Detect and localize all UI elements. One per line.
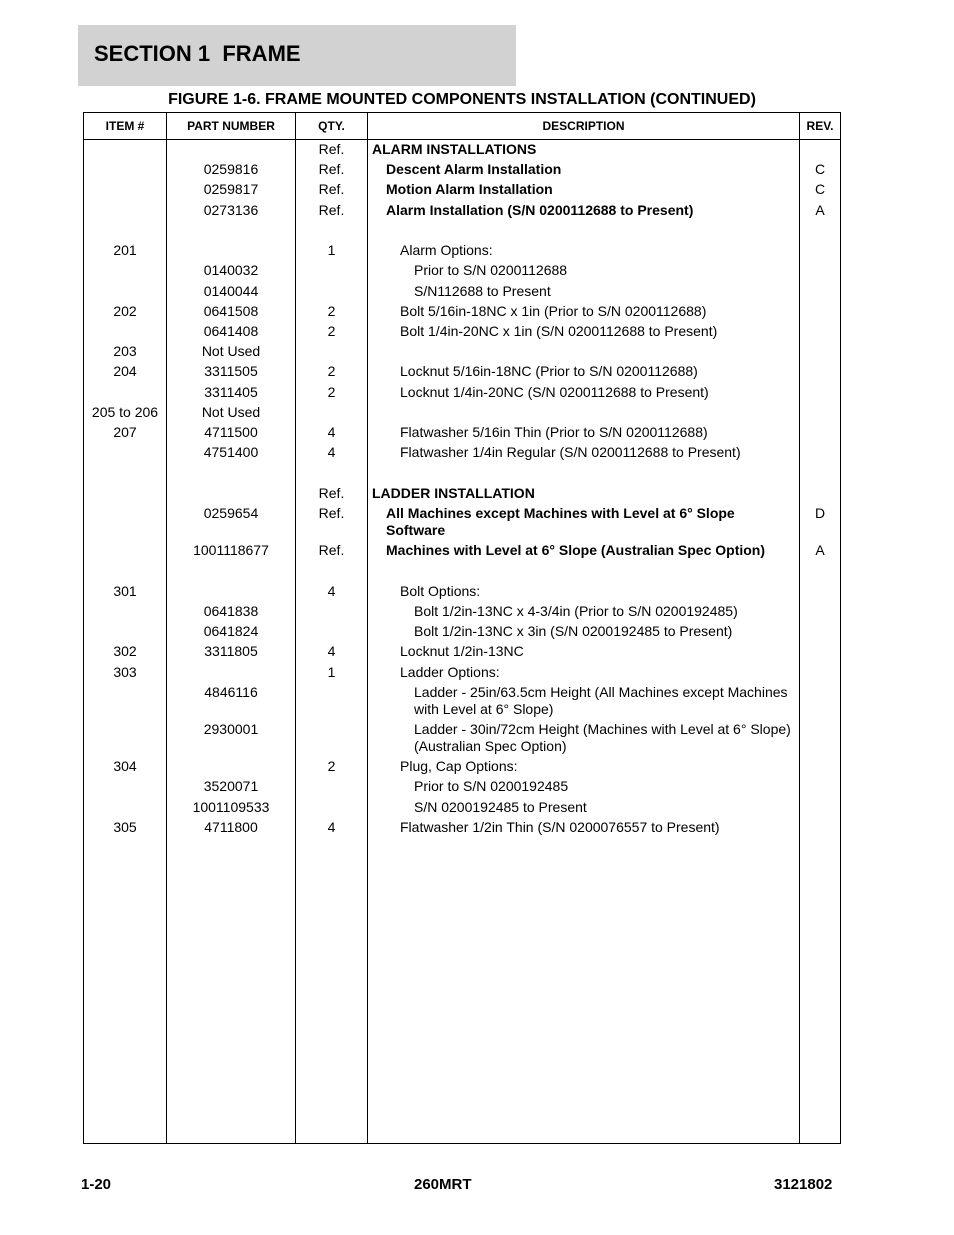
section-title: SECTION 1 FRAME [94, 41, 301, 66]
header-rev: REV. [806, 119, 834, 133]
part-number-cell: 0641824 [203, 623, 259, 640]
quantity-cell: 2 [327, 383, 336, 400]
document-number: 3121802 [774, 1176, 833, 1193]
description-cell: All Machines except Machines with Level at 6° Slope Software [386, 505, 735, 538]
part-number-cell: 4711800 [204, 818, 258, 835]
quantity-cell: Ref. [318, 161, 345, 178]
quantity-cell: 1 [327, 242, 336, 259]
model-name: 260MRT [414, 1176, 472, 1193]
part-number-cell: 0641408 [203, 323, 259, 339]
description-cell: Alarm Options: [400, 242, 493, 259]
item-number-cell: 305 [113, 818, 137, 835]
parts-table [83, 112, 841, 1144]
revision-cell: A [815, 542, 825, 559]
quantity-cell: Ref. [318, 542, 345, 559]
quantity-cell: Ref. [318, 141, 345, 157]
quantity-cell: 2 [327, 758, 336, 775]
quantity-cell: Ref. [318, 484, 345, 501]
part-number-cell: 1001109533 [192, 798, 270, 815]
part-number-cell: Not Used [201, 343, 261, 360]
description-cell: Locknut 5/16in-18NC (Prior to S/N 0200112688) [400, 363, 698, 380]
quantity-cell: 4 [327, 643, 336, 660]
header-divider [84, 139, 840, 140]
item-number-cell: 203 [113, 343, 137, 360]
description-cell: S/N112688 to Present [414, 282, 551, 299]
header-qty: QTY. [318, 119, 345, 133]
item-number-cell: 304 [113, 758, 137, 775]
quantity-cell: 4 [327, 424, 336, 440]
part-number-cell: 0273136 [203, 201, 259, 218]
column-divider [367, 113, 368, 1143]
column-divider [295, 113, 296, 1143]
part-number-cell: 0641838 [203, 603, 259, 619]
part-number-cell: 3311505 [204, 363, 258, 380]
description-cell: Alarm Installation (S/N 0200112688 to Present) [386, 201, 694, 218]
item-number-cell: 201 [113, 242, 137, 259]
revision-cell: C [814, 161, 826, 178]
description-cell: S/N 0200192485 to Present [414, 798, 587, 815]
description-cell: Bolt 1/4in-20NC x 1in (S/N 0200112688 to Present) [400, 323, 718, 339]
quantity-cell: 2 [327, 363, 336, 380]
description-cell: Ladder Options: [400, 663, 500, 680]
description-cell: Plug, Cap Options: [400, 758, 518, 775]
part-number-cell: 3311405 [204, 383, 258, 400]
part-number-cell: 4751400 [203, 444, 259, 461]
item-number-cell: 202 [113, 302, 137, 319]
revision-cell: C [814, 181, 826, 198]
quantity-cell: 1 [327, 663, 336, 680]
figure-title: FIGURE 1-6. FRAME MOUNTED COMPONENTS INSTALLATION (CONTINUED) [168, 91, 756, 108]
part-number-cell: 2930001 [203, 721, 259, 737]
item-number-cell: 204 [113, 363, 137, 380]
description-cell: Bolt Options: [400, 582, 481, 599]
page-number: 1-20 [81, 1176, 112, 1193]
part-number-cell: 0259654 [203, 505, 259, 521]
item-number-cell: 303 [113, 663, 137, 680]
part-number-cell: 4711500 [204, 424, 258, 440]
quantity-cell: Ref. [318, 181, 345, 198]
part-number-cell: 0140032 [203, 262, 259, 279]
quantity-cell: Ref. [318, 505, 345, 521]
revision-cell: A [815, 201, 825, 218]
description-cell: Bolt 5/16in-18NC x 1in (Prior to S/N 0200112688) [400, 302, 707, 319]
part-number-cell: 3311805 [204, 643, 258, 660]
description-cell: LADDER INSTALLATION [372, 484, 535, 501]
header-item: ITEM # [105, 119, 145, 133]
revision-cell: D [814, 505, 826, 521]
quantity-cell: 2 [327, 323, 336, 339]
description-cell: Locknut 1/2in-13NC [400, 643, 524, 660]
quantity-cell: Ref. [318, 201, 345, 218]
part-number-cell: 0259817 [203, 181, 259, 198]
quantity-cell: 4 [327, 444, 336, 461]
description-cell: Descent Alarm Installation [386, 161, 562, 178]
item-number-cell: 302 [113, 643, 137, 660]
description-cell: Flatwasher 1/2in Thin (S/N 0200076557 to Present) [400, 818, 720, 835]
item-number-cell: 205 to 206 [91, 403, 159, 420]
quantity-cell: 2 [327, 302, 336, 319]
section-banner [78, 25, 516, 86]
part-number-cell: 3520071 [203, 778, 259, 795]
part-number-cell: 4846116 [204, 683, 258, 700]
quantity-cell: 4 [327, 818, 336, 835]
item-number-cell: 301 [113, 582, 137, 599]
quantity-cell: 4 [327, 582, 336, 599]
part-number-cell: 0641508 [203, 302, 259, 319]
part-number-cell: 0259816 [203, 161, 259, 178]
description-cell: Ladder - 30in/72cm Height (Machines with Level at 6° Slope) (Australian Spec Option) [414, 721, 791, 754]
description-cell: Flatwasher 5/16in Thin (Prior to S/N 0200112688) [400, 424, 708, 440]
description-cell: Locknut 1/4in-20NC (S/N 0200112688 to Present) [400, 383, 709, 400]
description-cell: Motion Alarm Installation [386, 181, 553, 198]
description-cell: Machines with Level at 6° Slope (Australian Spec Option) [386, 542, 766, 559]
description-cell: Flatwasher 1/4in Regular (S/N 0200112688 to Present) [400, 444, 741, 461]
description-cell: Bolt 1/2in-13NC x 3in (S/N 0200192485 to Present) [414, 623, 733, 640]
item-number-cell: 207 [113, 424, 137, 440]
header-part-number: PART NUMBER [187, 119, 275, 133]
column-divider [799, 113, 800, 1143]
part-number-cell: Not Used [201, 403, 261, 420]
description-cell: ALARM INSTALLATIONS [372, 141, 537, 157]
header-description: DESCRIPTION [542, 119, 625, 133]
description-cell: Bolt 1/2in-13NC x 4-3/4in (Prior to S/N 0200192485) [414, 603, 738, 619]
description-cell: Prior to S/N 0200192485 [414, 778, 569, 795]
description-cell: Ladder - 25in/63.5cm Height (All Machines except Machines with Level at 6° Slope) [414, 683, 788, 717]
part-number-cell: 1001118677 [193, 542, 269, 559]
description-cell: Prior to S/N 0200112688 [414, 262, 568, 279]
part-number-cell: 0140044 [203, 282, 259, 299]
